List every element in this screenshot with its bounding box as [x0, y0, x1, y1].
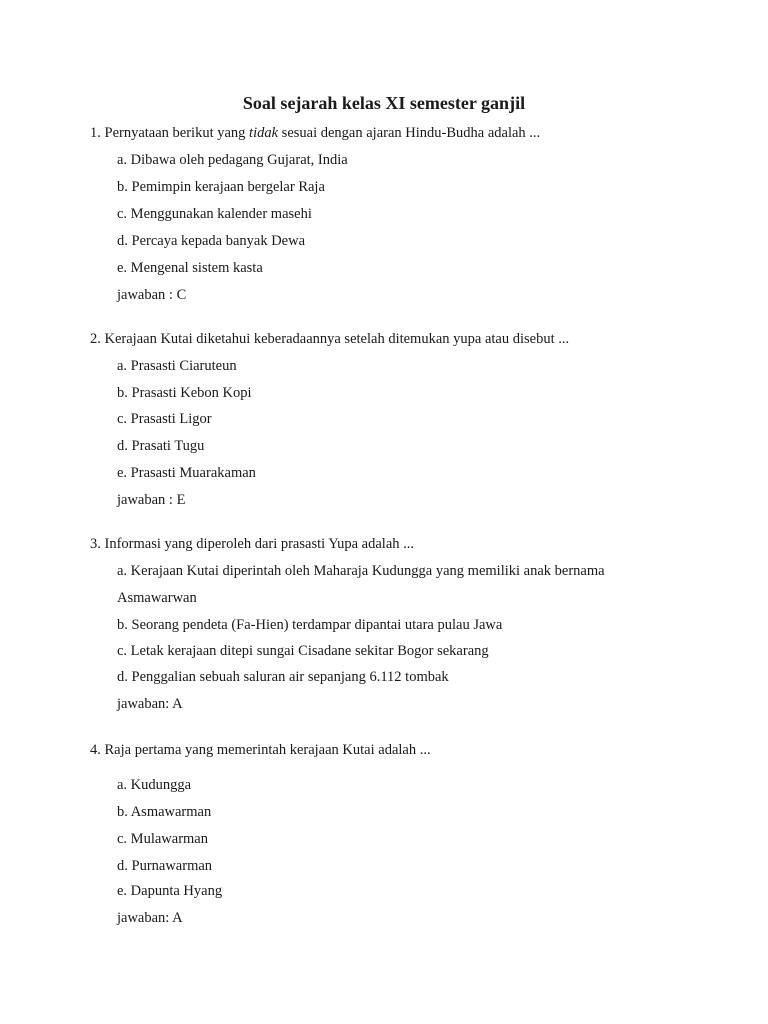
- question-1-emphasis: tidak: [249, 125, 279, 141]
- question-3: 3. Informasi yang diperoleh dari prasasti Yupa adalah ...: [90, 536, 414, 552]
- question-1-suffix: sesuai dengan ajaran Hindu-Budha adalah ...: [278, 125, 541, 141]
- question-1-option-e: e. Mengenal sistem kasta: [117, 260, 263, 276]
- question-4-option-b: b. Asmawarman: [117, 804, 212, 820]
- question-3-option-c: c. Letak kerajaan ditepi sungai Cisadane sekitar Bogor sekarang: [117, 643, 489, 659]
- question-4-option-c: c. Mulawarman: [117, 831, 208, 847]
- question-1-answer: jawaban : C: [117, 287, 187, 303]
- question-4-answer: jawaban: A: [117, 910, 183, 926]
- question-2-answer: jawaban : E: [117, 492, 186, 508]
- question-1-prefix: 1. Pernyataan berikut yang: [90, 125, 250, 141]
- question-2-option-c: c. Prasasti Ligor: [117, 411, 212, 427]
- question-4: 4. Raja pertama yang memerintah kerajaan Kutai adalah ...: [90, 742, 431, 758]
- question-4-option-d: d. Purnawarman: [117, 858, 213, 874]
- question-2: 2. Kerajaan Kutai diketahui keberadaannya setelah ditemukan yupa atau disebut ...: [90, 331, 570, 347]
- question-1: [90, 124, 540, 142]
- question-3-option-d: d. Penggalian sebuah saluran air sepanjang 6.112 tombak: [117, 669, 449, 685]
- question-3-answer: jawaban: A: [117, 696, 183, 712]
- question-1-option-c: c. Menggunakan kalender masehi: [117, 206, 312, 222]
- question-1-option-a: a. Dibawa oleh pedagang Gujarat, India: [117, 152, 348, 168]
- page-title: Soal sejarah kelas XI semester ganjil: [242, 93, 526, 113]
- question-1-option-d: d. Percaya kepada banyak Dewa: [117, 233, 306, 249]
- question-2-option-e: e. Prasasti Muarakaman: [117, 465, 256, 481]
- question-4-option-e: e. Dapunta Hyang: [117, 883, 223, 899]
- question-2-option-d: d. Prasati Tugu: [117, 438, 205, 454]
- question-3-option-a-continued: Asmawarwan: [117, 590, 197, 606]
- question-4-option-a: a. Kudungga: [117, 777, 192, 793]
- question-3-option-a: a. Kerajaan Kutai diperintah oleh Maharaja Kudungga yang memiliki anak bernama: [117, 563, 605, 579]
- question-3-option-b: b. Seorang pendeta (Fa-Hien) terdampar dipantai utara pulau Jawa: [117, 617, 503, 633]
- question-1-option-b: b. Pemimpin kerajaan bergelar Raja: [117, 179, 325, 195]
- question-2-option-a: a. Prasasti Ciaruteun: [117, 358, 237, 374]
- question-2-option-b: b. Prasasti Kebon Kopi: [117, 385, 252, 401]
